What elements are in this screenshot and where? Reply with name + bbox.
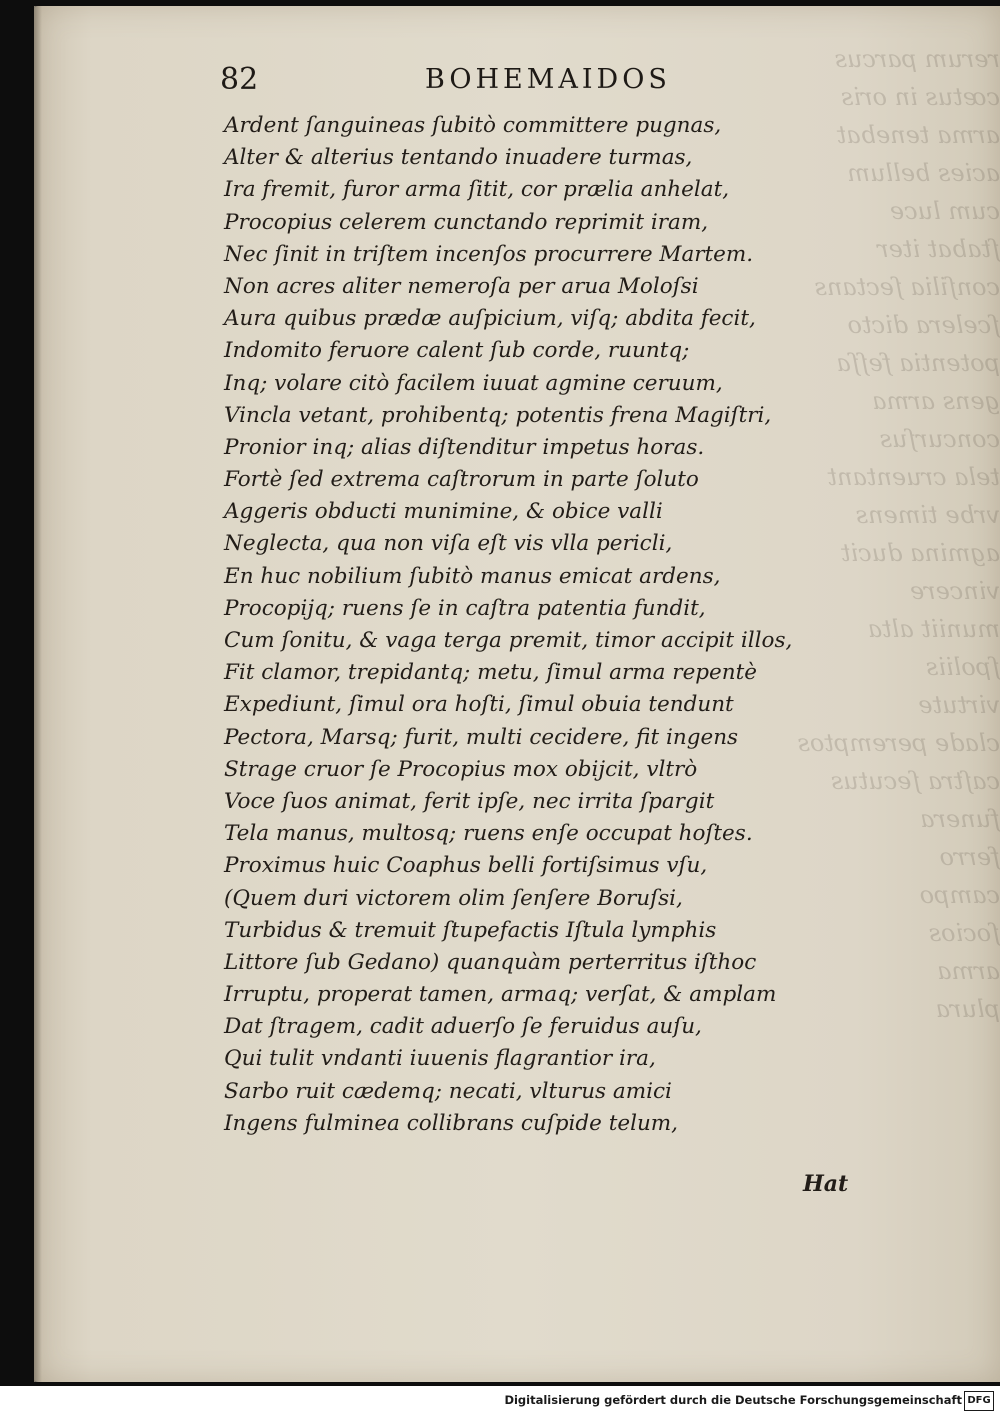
verse-line: Aura quibus prædæ auſpicium, viſq; abdita fecit, xyxy=(224,306,756,332)
verse-line: Proximus huic Coaphus belli fortiſsimus vſu, xyxy=(224,853,708,879)
verse-line: Strage cruor ſe Procopius mox obijcit, vltrò xyxy=(224,756,698,782)
verse-line: Turbidus & tremuit ſtupefactis Iſtula lymphis xyxy=(224,917,717,943)
verse-line: Expediunt, ſimul ora hoſti, ſimul obuia tendunt xyxy=(224,692,734,718)
verse-line: Non acres aliter nemeroſa per arua Moloſsi xyxy=(224,273,699,299)
page-number: 82 xyxy=(220,62,259,97)
verse-line: Ardent ſanguineas ſubitò committere pugnas, xyxy=(224,113,722,138)
verse-line: Voce ſuos animat, ferit ipſe, nec irrita ſpargit xyxy=(224,788,715,814)
verse-line: Sarbo ruit cædemq; necati, vlturus amici xyxy=(224,1078,672,1104)
running-title: BOHEMAIDOS xyxy=(425,64,671,95)
verse-line: Fortè ſed extrema caſtrorum in parte ſoluto xyxy=(224,467,699,493)
verse-line: Qui tulit vndanti iuuenis flagrantior ira, xyxy=(224,1046,656,1072)
dfg-logo: DFG xyxy=(964,1391,994,1411)
verse-line: Fit clamor, trepidantq; metu, ſimul arma repentè xyxy=(224,660,757,686)
catchword: Hat xyxy=(803,1171,849,1197)
verse-block xyxy=(224,110,874,1140)
verse-line: Nec ſinit in triſtem incenſos procurrere Martem. xyxy=(224,241,754,267)
verse-line: Cum ſonitu, & vaga terga premit, timor accipit illos, xyxy=(224,628,793,653)
verse-line: Irruptu, properat tamen, armaq; verſat, & amplam xyxy=(224,982,777,1008)
verse-line: Alter & alterius tentando inuadere turmas, xyxy=(224,145,693,171)
funding-credit: Digitalisierung gefördert durch die Deutsche Forschungsgemeinschaft xyxy=(504,1393,962,1407)
verse-line: Ingens fulminea collibrans cuſpide telum, xyxy=(224,1110,679,1136)
verse-line: Inq; volare citò facilem iuuat agmine ceruum, xyxy=(224,370,723,396)
verse-line: Indomito feruore calent ſub corde, ruuntq; xyxy=(224,338,690,364)
verse-line: Tela manus, multosq; ruens enſe occupat hoſtes. xyxy=(224,821,753,847)
running-header xyxy=(220,62,740,108)
verse-line: Ira fremit, furor arma ſitit, cor prælia anhelat, xyxy=(224,177,730,203)
verse-line: Vincla vetant, prohibentq; potentis frena Magiſtri, xyxy=(224,402,772,428)
verse-line: (Quem duri victorem olim ſenſere Boruſsi, xyxy=(224,885,683,911)
verse-line: En huc nobilium ſubitò manus emicat ardens, xyxy=(224,563,721,589)
verse-line: Procopijq; ruens ſe in caſtra patentia fundit, xyxy=(224,595,706,621)
verse-line: Neglecta, qua non viſa eſt vis vlla pericli, xyxy=(224,531,673,557)
verse-line: Littore ſub Gedano) quanquàm perterritus iſthoc xyxy=(224,949,757,975)
verse-line: Pectora, Marsq; furit, multi cecidere, fit ingens xyxy=(224,724,739,750)
verse-line: Dat ſtragem, cadit aduerſo ſe feruidus auſu, xyxy=(224,1014,702,1040)
verse-line: Procopius celerem cunctando reprimit iram, xyxy=(224,209,709,235)
verse-line: Pronior inq; alias diſtenditur impetus horas. xyxy=(224,434,705,460)
digitization-footer xyxy=(0,1386,1000,1416)
facing-page-bleed-through: rerum parcus cœtus in oris arma tenebat acies bellum cum luce ſtabat iter conſilia ſectans ſcelera dicto potentia feſſa gens arma concurſus tela cruentant vrbe timens agmina ducit vincere muniit alta ſpoliis virtute clade peremptos caſtra ſecutus funera ferro campo ſocios arma plura xyxy=(797,45,1000,1023)
page-binding-edge xyxy=(34,6,42,1382)
verse-line: Aggeris obducti munimine, & obice valli xyxy=(224,499,663,525)
